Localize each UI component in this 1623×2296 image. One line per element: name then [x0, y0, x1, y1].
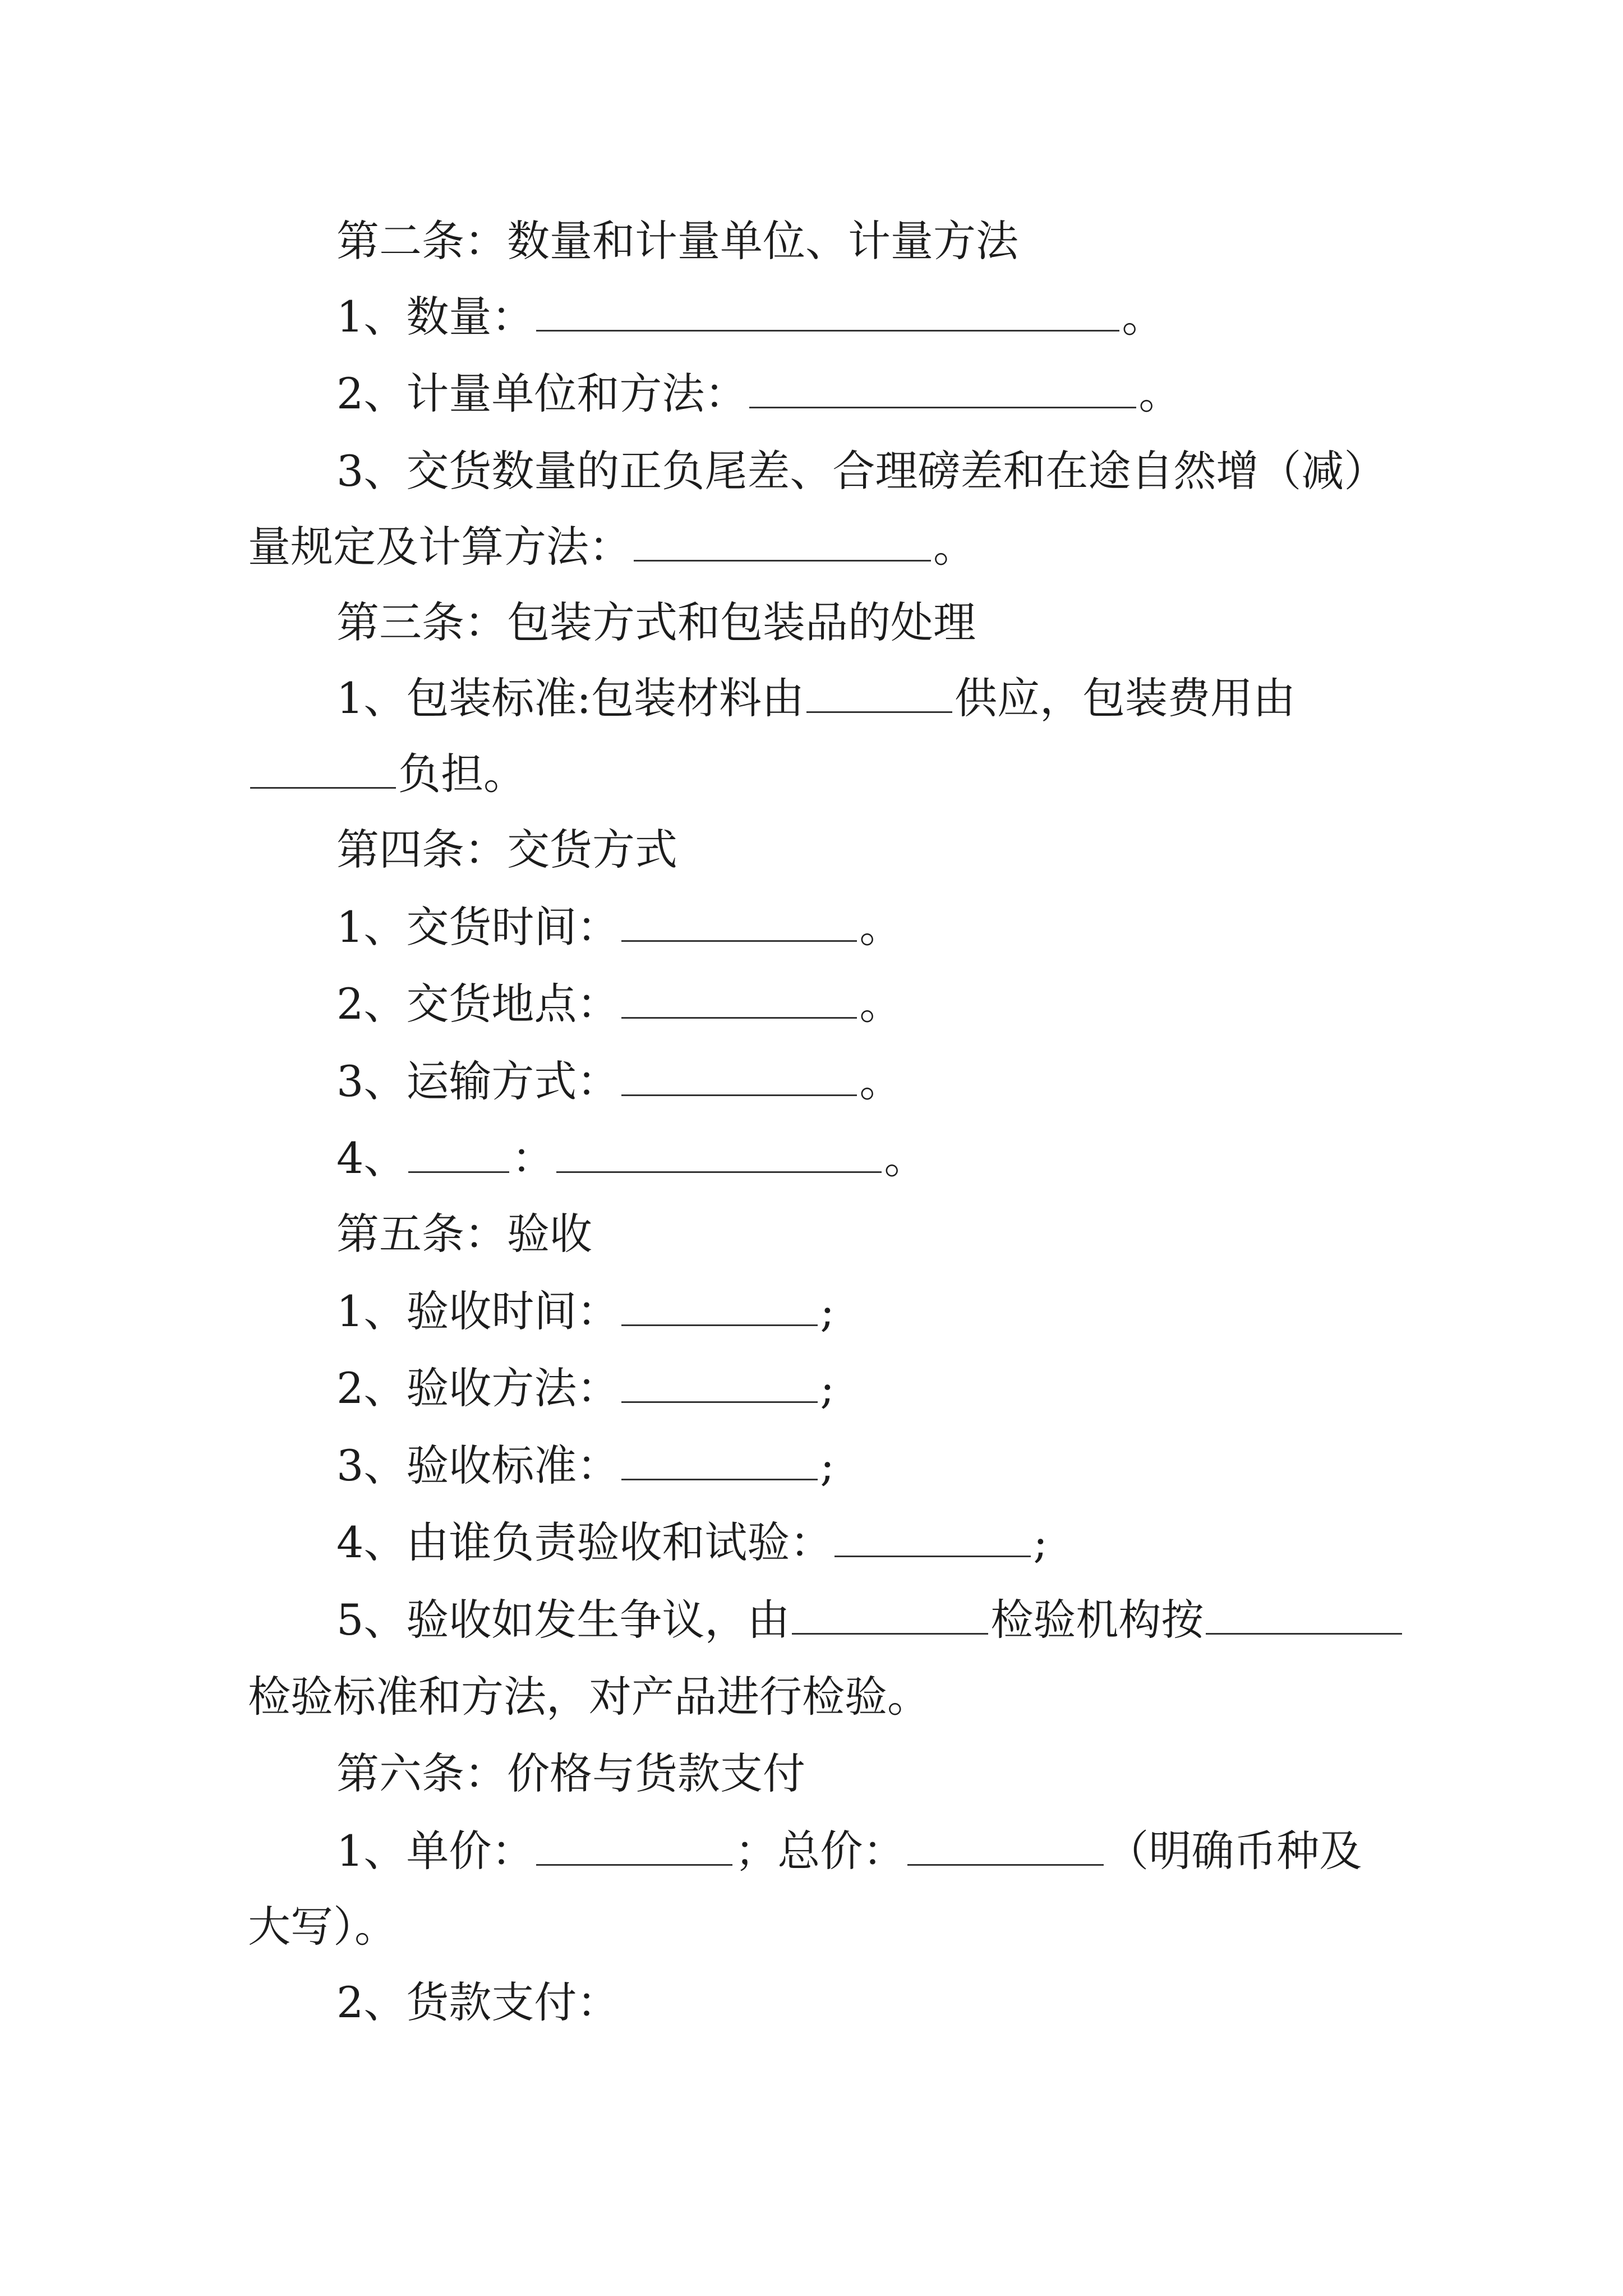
punct: ;: [820, 1363, 834, 1413]
fill-blank-material-supplier[interactable]: [806, 672, 952, 713]
article6-heading: [336, 1746, 1402, 1802]
heading-text: 第六条：价格与货款支付: [336, 1749, 805, 1798]
punct: ;: [820, 1286, 834, 1336]
item-text: 供应，包装费用由: [954, 673, 1295, 723]
fill-blank-inspection-method[interactable]: [621, 1362, 818, 1403]
punct: 。: [859, 979, 902, 1029]
label: 2、交货地点：: [336, 979, 620, 1029]
label: 量规定及计算方法：: [248, 522, 631, 572]
fill-blank-other-value[interactable]: [556, 1132, 882, 1173]
heading-text: 第五条：验收: [336, 1209, 592, 1259]
punct: ：: [511, 1133, 555, 1183]
fill-blank-tolerance[interactable]: [634, 521, 931, 562]
heading-text: 第四条：交货方式: [336, 825, 677, 875]
item-text: 5、验收如发生争议，由: [336, 1595, 790, 1645]
article5-item2: [336, 1360, 1402, 1416]
article5-item1: [336, 1283, 1402, 1340]
article2-item1: [336, 289, 1402, 345]
fill-blank-transport[interactable]: [621, 1055, 857, 1096]
label: 3、验收标准：: [336, 1441, 620, 1490]
article4-item3: [336, 1053, 1402, 1110]
article2-item3-line2: [248, 519, 1392, 575]
article4-item4: [336, 1130, 1402, 1186]
article5-item5-line1: [336, 1592, 1402, 1648]
punct: ;: [820, 1441, 834, 1490]
label: 4、: [336, 1133, 407, 1183]
item-text: （明确币种及: [1106, 1826, 1362, 1876]
fill-blank-unit-price[interactable]: [536, 1825, 732, 1866]
label: 1、单价：: [336, 1826, 534, 1876]
label: 2、验收方法：: [336, 1363, 620, 1413]
article5-item3: [336, 1438, 1402, 1494]
fill-blank-total-price[interactable]: [907, 1825, 1104, 1866]
fill-blank-other-term[interactable]: [408, 1132, 509, 1173]
article2-item3-line1: [336, 443, 1402, 499]
article4-item1: [336, 899, 1402, 955]
heading-text: 第三条：包装方式和包装品的处理: [336, 597, 976, 647]
label: 2、货款支付：: [336, 1977, 620, 2027]
label: ；总价：: [735, 1826, 906, 1876]
article4-item2: [336, 976, 1402, 1032]
article6-item2: [336, 1975, 1402, 2031]
label: 2、计量单位和方法：: [336, 369, 748, 418]
fill-blank-responsible-party[interactable]: [834, 1516, 1031, 1557]
punct: ;: [1033, 1517, 1048, 1567]
item-text: 1、包装标准:包装材料由: [336, 673, 804, 723]
punct: 。: [859, 1056, 902, 1106]
fill-blank-unit-method[interactable]: [749, 367, 1136, 408]
item-text: 3、交货数量的正负尾差、合理磅差和在途自然增（减）: [336, 446, 1387, 496]
label: 1、验收时间：: [336, 1286, 620, 1336]
fill-blank-inspection-time[interactable]: [621, 1285, 818, 1326]
article5-item5-line2: [248, 1669, 1392, 1725]
fill-blank-inspection-agency[interactable]: [792, 1594, 988, 1635]
punct: 。: [1138, 369, 1182, 418]
item-text: 检验机构按: [990, 1595, 1204, 1645]
fill-blank-dispute-standard[interactable]: [1206, 1594, 1402, 1635]
heading-text: 第二条：数量和计量单位、计量方法: [336, 216, 1018, 266]
label: 3、运输方式：: [336, 1056, 620, 1106]
article5-heading: [336, 1206, 1402, 1262]
article3-item1-line2: [248, 746, 1392, 802]
punct: 。: [1122, 292, 1165, 342]
item-text: 负担。: [398, 749, 526, 799]
punct: 。: [859, 902, 902, 952]
article5-item4: [336, 1515, 1402, 1571]
article2-heading: [336, 213, 1402, 269]
article4-heading: [336, 822, 1402, 878]
article6-item1-line2: [248, 1899, 1392, 1955]
label: 1、数量：: [336, 292, 534, 342]
article3-heading: [336, 595, 1402, 651]
item-text: 大写）。: [248, 1902, 397, 1952]
article3-item1-line1: [336, 670, 1402, 726]
article2-item2: [336, 366, 1402, 422]
item-text: 检验标准和方法，对产品进行检验。: [248, 1672, 930, 1722]
label: 1、交货时间：: [336, 902, 620, 952]
fill-blank-quantity[interactable]: [536, 291, 1119, 332]
article6-item1-line1: [336, 1823, 1402, 1879]
fill-blank-delivery-time[interactable]: [621, 901, 857, 942]
label: 4、由谁负责验收和试验：: [336, 1517, 833, 1567]
fill-blank-inspection-standard[interactable]: [621, 1439, 818, 1480]
fill-blank-cost-bearer[interactable]: [250, 748, 396, 789]
punct: 。: [884, 1133, 927, 1183]
fill-blank-delivery-place[interactable]: [621, 978, 857, 1019]
punct: 。: [933, 522, 976, 572]
